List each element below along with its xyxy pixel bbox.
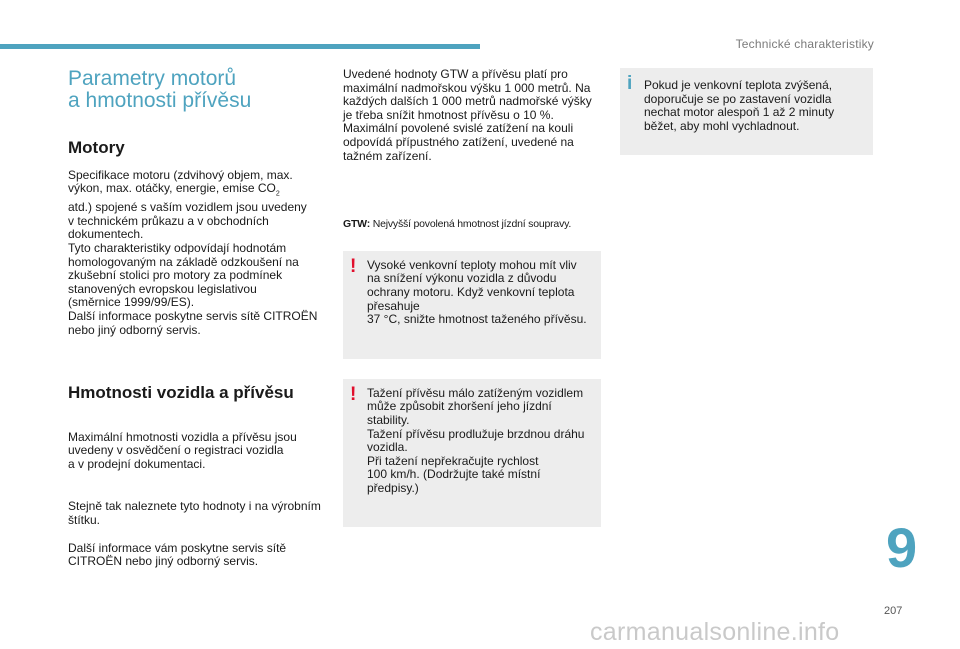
engines-text-a: Specifikace motoru (zdvihový objem, max. výkon, max. otáčky, energie, emise CO <box>68 167 293 196</box>
weights-paragraph-3: Další informace vám poskytne servis sítě CITROËN nebo jiný odborný servis. <box>68 540 287 569</box>
weights-heading: Hmotnosti vozidla a přívěsu <box>68 383 294 403</box>
warning-icon: ! <box>350 383 357 405</box>
gtw-paragraph: Uvedené hodnoty GTW a přívěsu platí pro maximální nadmořskou výšku 1 000 metrů. Na každých dalších 1 000 metrů nadmořské výšky je třeba snížit hmotnost přívěsu o 10 %. Maximální povolené svislé zatížení na kouli odpovídá přípustného zatížení, uvedené na tažném zařízení. <box>343 67 592 163</box>
section-title <box>68 68 330 112</box>
warning-icon: ! <box>350 255 357 277</box>
chapter-number: 9 <box>886 516 918 579</box>
gtw-definition-text: Nejvyšší povolená hmotnost jízdní soupravy. <box>370 218 572 231</box>
right-column <box>620 68 873 155</box>
section-title-line2: a hmotnosti přívěsu <box>68 89 252 112</box>
engines-heading: Motory <box>68 138 125 157</box>
left-column <box>68 68 330 569</box>
gtw-definition <box>343 218 601 232</box>
warning-box-towing <box>343 379 601 527</box>
watermark: carmanualsonline.info <box>590 618 840 646</box>
weights-paragraph-1: Maximální hmotnosti vozidla a přívěsu jsou uvedeny v osvědčení o registraci vozidla a v prodejní dokumentaci. <box>68 429 297 471</box>
info-icon: i <box>627 73 633 94</box>
warning-box-temperature <box>343 251 601 359</box>
gtw-term: GTW: <box>343 218 370 231</box>
engines-text-b: atd.) spojené s vaším vozidlem jsou uvedeny v technickém průkazu a v obchodních dokumentech. Tyto charakteristiky odpovídají hodnotám homologovaným na základě odzkoušení na zkušební stolici pro motory za podmínek stanovených evropskou legislativou (směrnice 1999/99/ES). Další informace poskytne servis sítě CITROËN nebo jiný odborný servis. <box>68 200 318 337</box>
section-title-line1: Parametry motorů <box>68 67 237 90</box>
info-text-cooling: Pokud je venkovní teplota zvýšená, doporučuje se po zastavení vozidla nechat motor alespoň 1 až 2 minuty běžet, aby mohl vychladnout. <box>644 78 835 133</box>
co2-subscript: 2 <box>275 190 280 198</box>
weights-paragraph-2: Stejně tak naleznete tyto hodnoty i na výrobním štítku. <box>68 499 321 528</box>
page-number: 207 <box>884 605 903 617</box>
warning-text-towing: Tažení přívěsu málo zatíženým vozidlem může způsobit zhoršení jeho jízdní stability. Tažení přívěsu prodlužuje brzdnou dráhu vozidla. Při tažení nepřekračujte rychlost 100 km/h. (Dodržujte také místní předpisy.) <box>367 385 585 495</box>
info-box-cooling <box>620 68 873 155</box>
running-header: Technické charakteristiky <box>735 37 874 51</box>
warning-text-temperature: Vysoké venkovní teploty mohou mít vliv na snížení výkonu vozidla z důvodu ochrany motoru. Když venkovní teplota přesahuje 37 °C, snižte hmotnost taženého přívěsu. <box>367 257 587 327</box>
header-accent-bar <box>0 44 480 49</box>
engines-paragraph <box>68 169 330 338</box>
middle-column <box>343 68 601 527</box>
